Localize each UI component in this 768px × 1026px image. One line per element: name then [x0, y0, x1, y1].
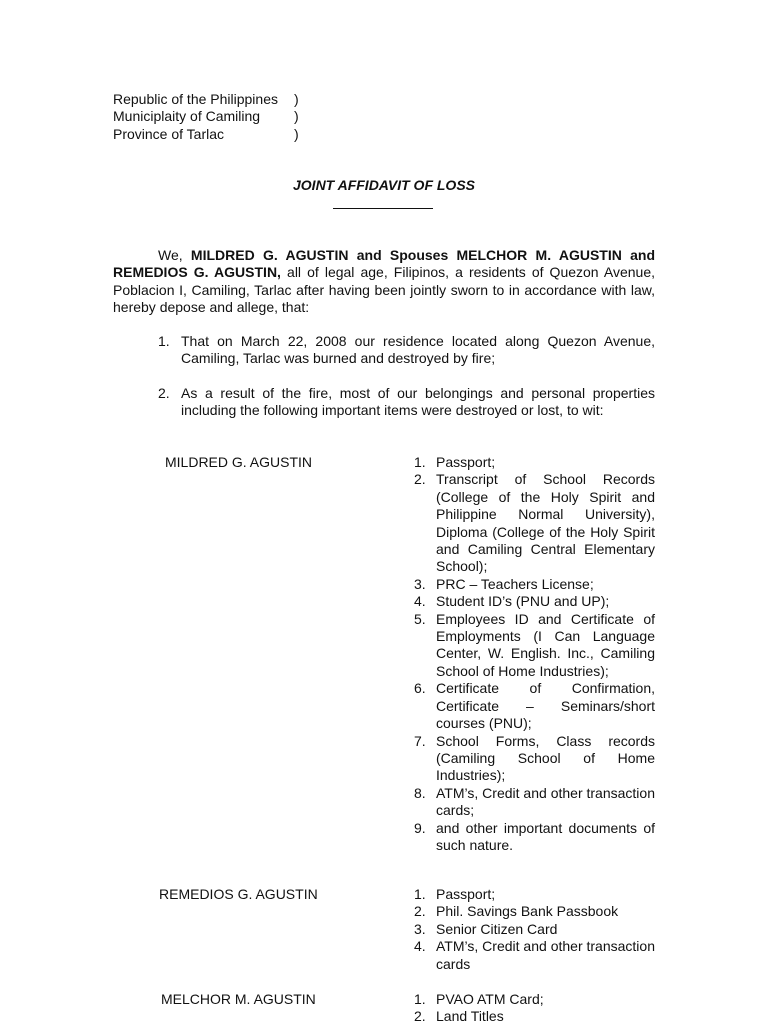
item-text: Passport;: [436, 886, 496, 902]
item-text: Employees ID and Certificate of Employments (I Can Language Center, W. English. Inc., Camiling School of Home Industries);: [436, 610, 655, 679]
list-item: [414, 991, 655, 1008]
owner-name: REMEDIOS G. AGUSTIN: [159, 886, 318, 902]
allegation-number: 1.: [158, 333, 170, 349]
item-text: PVAO ATM Card;: [436, 991, 544, 1007]
item-text: and other important documents of such nature.: [436, 819, 655, 853]
item-text: Passport;: [436, 454, 496, 470]
item-text: ATM’s, Credit and other transaction cards: [436, 938, 655, 972]
intro-rest: all of legal age, Filipinos, a residents of Quezon Avenue, Poblacion I, Camiling, Tarlac after having been jointly sworn to in accordance with law, hereby depose and allege, that:: [113, 264, 655, 316]
item-number: 5.: [414, 610, 426, 627]
list-item: [414, 733, 655, 785]
venue-paren: ): [294, 108, 299, 125]
venue-label: Republic of the Philippines: [113, 91, 278, 107]
item-text: Certificate of Confirmation, Certificate – Seminars/short courses (PNU);: [436, 680, 655, 732]
item-text: Transcript of School Records (College of the Holy Spirit and Philippine Normal University), Diploma (College of the Holy Spirit and Camiling Central Elementary School);: [436, 471, 655, 575]
item-number: 9.: [414, 819, 426, 836]
item-text: Senior Citizen Card: [436, 920, 558, 937]
list-item: [414, 921, 655, 938]
allegation-2: [158, 385, 655, 420]
item-number: 2.: [414, 903, 426, 920]
venue-paren: ): [294, 91, 299, 107]
list-item: [414, 454, 655, 471]
item-number: 1.: [414, 454, 426, 470]
allegation-number: 2.: [158, 385, 170, 401]
owner-name: MILDRED G. AGUSTIN: [165, 454, 313, 470]
intro-lead: We,: [158, 247, 183, 263]
allegation-text: As a result of the fire, most of our belongings and personal properties including the following important items were destroyed or lost, to wit:: [181, 385, 655, 419]
item-text: Phil. Savings Bank Passbook: [436, 903, 619, 920]
owner-items-list: [414, 454, 655, 854]
owner-items-list: [414, 886, 655, 973]
venue-label: Municiplaity of Camiling: [113, 108, 261, 125]
item-number: 3.: [414, 575, 426, 592]
item-number: 3.: [414, 920, 426, 937]
list-item: [414, 820, 655, 855]
title-underline: [333, 208, 433, 209]
item-number: 4.: [414, 593, 426, 610]
venue-line: [113, 126, 304, 143]
list-item: [414, 576, 655, 593]
venue-line: [113, 108, 304, 125]
intro-paragraph: [113, 247, 655, 317]
item-text: PRC – Teachers License;: [436, 575, 594, 592]
list-item: [414, 903, 655, 920]
item-number: 4.: [414, 938, 426, 955]
venue-line: [113, 91, 304, 108]
venue-paren: ): [294, 125, 299, 142]
list-item: [414, 593, 655, 610]
venue-block: [113, 91, 304, 143]
item-number: 6.: [414, 680, 426, 697]
item-number: 2.: [414, 1008, 426, 1025]
item-text: Student ID’s (PNU and UP);: [436, 593, 610, 610]
list-item: [414, 611, 655, 681]
list-item: [414, 1008, 655, 1025]
document-title: JOINT AFFIDAVIT OF LOSS: [293, 177, 475, 193]
item-number: 2.: [414, 471, 426, 488]
item-number: 1.: [414, 886, 426, 902]
list-item: [414, 938, 655, 973]
allegation-text: That on March 22, 2008 our residence located along Quezon Avenue, Camiling, Tarlac was burned and destroyed by fire;: [181, 333, 655, 367]
item-number: 1.: [414, 991, 426, 1007]
list-item: [414, 471, 655, 575]
item-number: 7.: [414, 732, 426, 749]
item-text: Land Titles: [436, 1008, 504, 1025]
allegation-1: [158, 333, 655, 368]
affiant-names: MILDRED G. AGUSTIN and Spouses MELCHOR M. AGUSTIN and REMEDIOS G. AGUSTIN,: [113, 247, 655, 281]
item-text: School Forms, Class records (Camiling School of Home Industries);: [436, 732, 655, 784]
venue-label: Province of Tarlac: [113, 125, 225, 142]
item-text: ATM’s, Credit and other transaction cards;: [436, 784, 655, 819]
item-number: 8.: [414, 784, 426, 801]
list-item: [414, 886, 655, 903]
owner-name: MELCHOR M. AGUSTIN: [161, 991, 316, 1007]
list-item: [414, 680, 655, 732]
owner-items-list: [414, 991, 655, 1026]
list-item: [414, 785, 655, 820]
